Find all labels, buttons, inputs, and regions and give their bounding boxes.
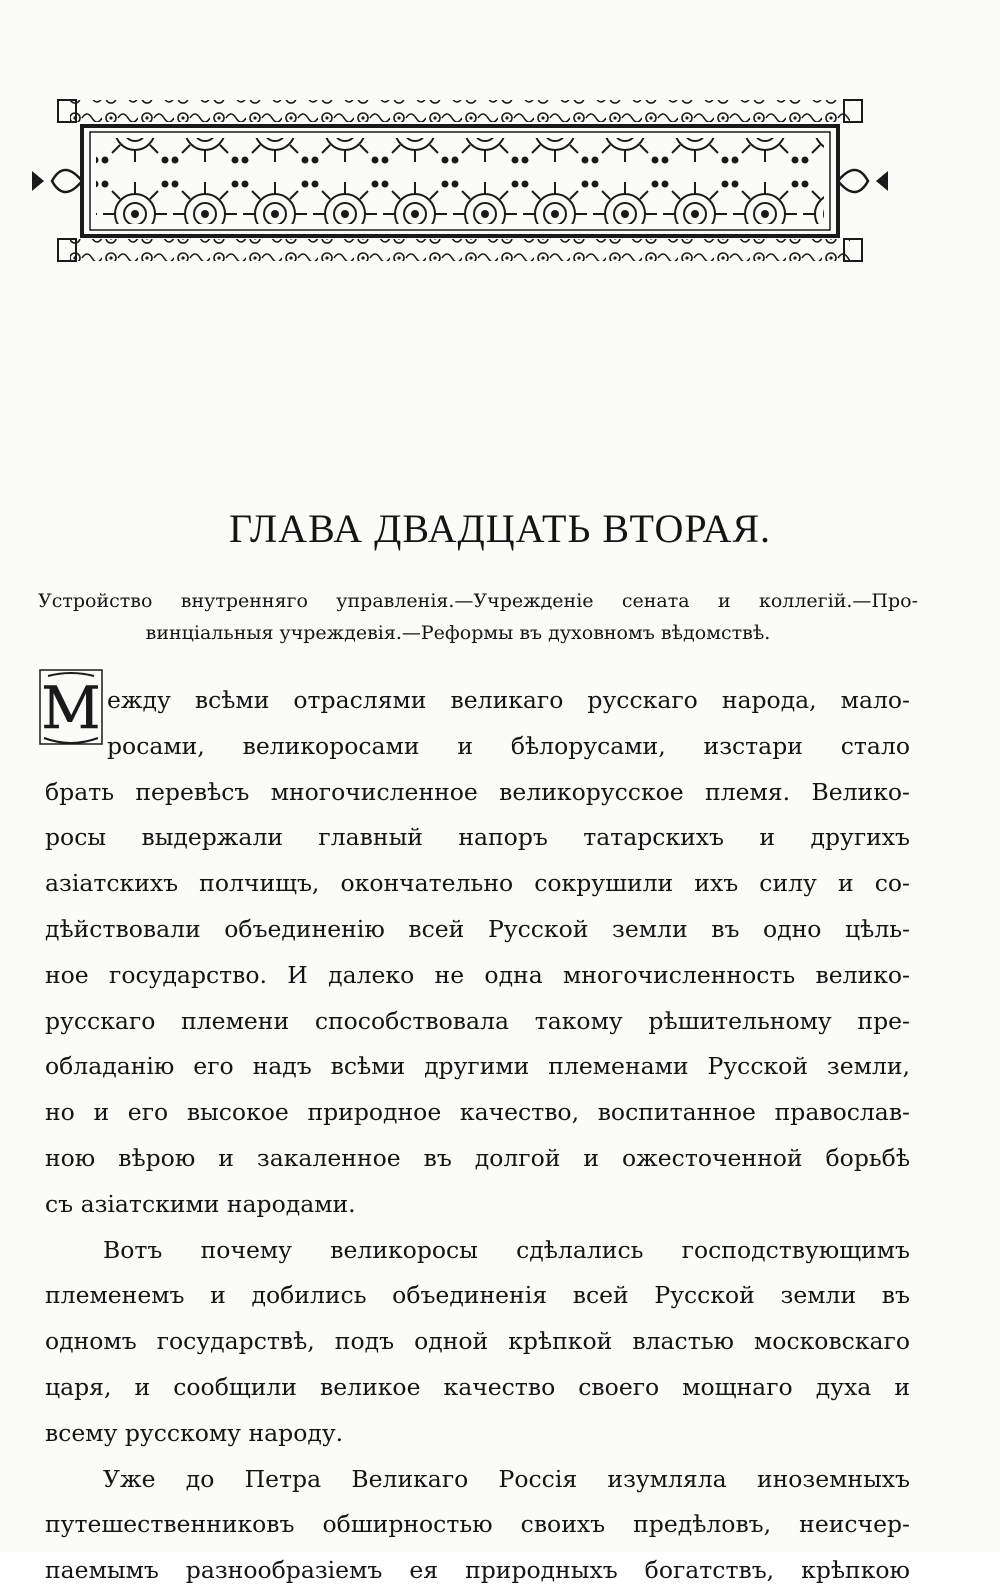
- text-line: одномъ государствѣ, подъ одной крѣпкой властью московскаго: [45, 1327, 910, 1356]
- ornamental-headpiece: [30, 88, 890, 273]
- text-line: Вотъ почему великоросы сдѣлались господствующимъ: [103, 1235, 910, 1264]
- summary-line-2: винціальныя учреждевія.—Реформы въ духовномъ вѣдомствѣ.: [145, 622, 771, 644]
- text-line: росами, великоросами и бѣлорусами, изстари стало: [107, 731, 910, 760]
- chapter-summary: [38, 585, 918, 649]
- chapter-title: ГЛАВА ДВАДЦАТЬ ВТОРАЯ.: [228, 506, 772, 551]
- paragraph-1-cont: [45, 770, 910, 1228]
- text-line: ное государство. И далеко не одна многочисленность велико-: [45, 960, 910, 989]
- text-line: росы выдержали главный напоръ татарскихъ и другихъ: [45, 823, 910, 852]
- text-line: ежду всѣми отраслями великаго русскаго народа, мало-: [107, 686, 910, 714]
- text-line: обладанію его надъ всѣми другими племенами Русской земли,: [45, 1052, 910, 1081]
- text-line: ною вѣрою и закаленное въ долгой и ожесточенной борьбѣ: [45, 1143, 910, 1172]
- text-line: съ азіатскими народами.: [45, 1189, 356, 1218]
- paragraph-3: [45, 1457, 910, 1594]
- text-line: паемымъ разнообразіемъ ея природныхъ богатствъ, крѣпкою: [45, 1556, 910, 1585]
- text-line: дѣйствовали объединенію всей Русской земли въ одно цѣль-: [45, 914, 910, 943]
- text-line: но и его высокое природное качество, воспитанное православ-: [45, 1098, 910, 1127]
- summary-line-1: Устройство внутренняго управленія.—Учрежденіе сената и коллегій.—Про-: [38, 590, 918, 612]
- text-line: русскаго племени способствовала такому рѣшительному пре-: [45, 1006, 910, 1035]
- text-line: всему русскому народу.: [45, 1418, 344, 1447]
- paragraph-1: [45, 678, 910, 770]
- drop-cap-letter: М: [41, 674, 101, 742]
- text-line: азіатскихъ полчищъ, окончательно сокрушили ихъ силу и со-: [45, 869, 910, 898]
- text-line: царя, и сообщили великое качество своего мощнаго духа и: [45, 1372, 910, 1401]
- text-line: брать перевѣсъ многочисленное великорусское племя. Велико-: [45, 777, 910, 806]
- body-text: [45, 678, 910, 1594]
- text-line: путешественниковъ обширностью своихъ предѣловъ, неисчер-: [45, 1510, 910, 1539]
- text-line: Уже до Петра Великаго Россія изумляла иноземныхъ: [103, 1464, 910, 1493]
- paragraph-2: [45, 1228, 910, 1457]
- text-line: племенемъ и добились объединенія всей Русской земли въ: [45, 1281, 910, 1310]
